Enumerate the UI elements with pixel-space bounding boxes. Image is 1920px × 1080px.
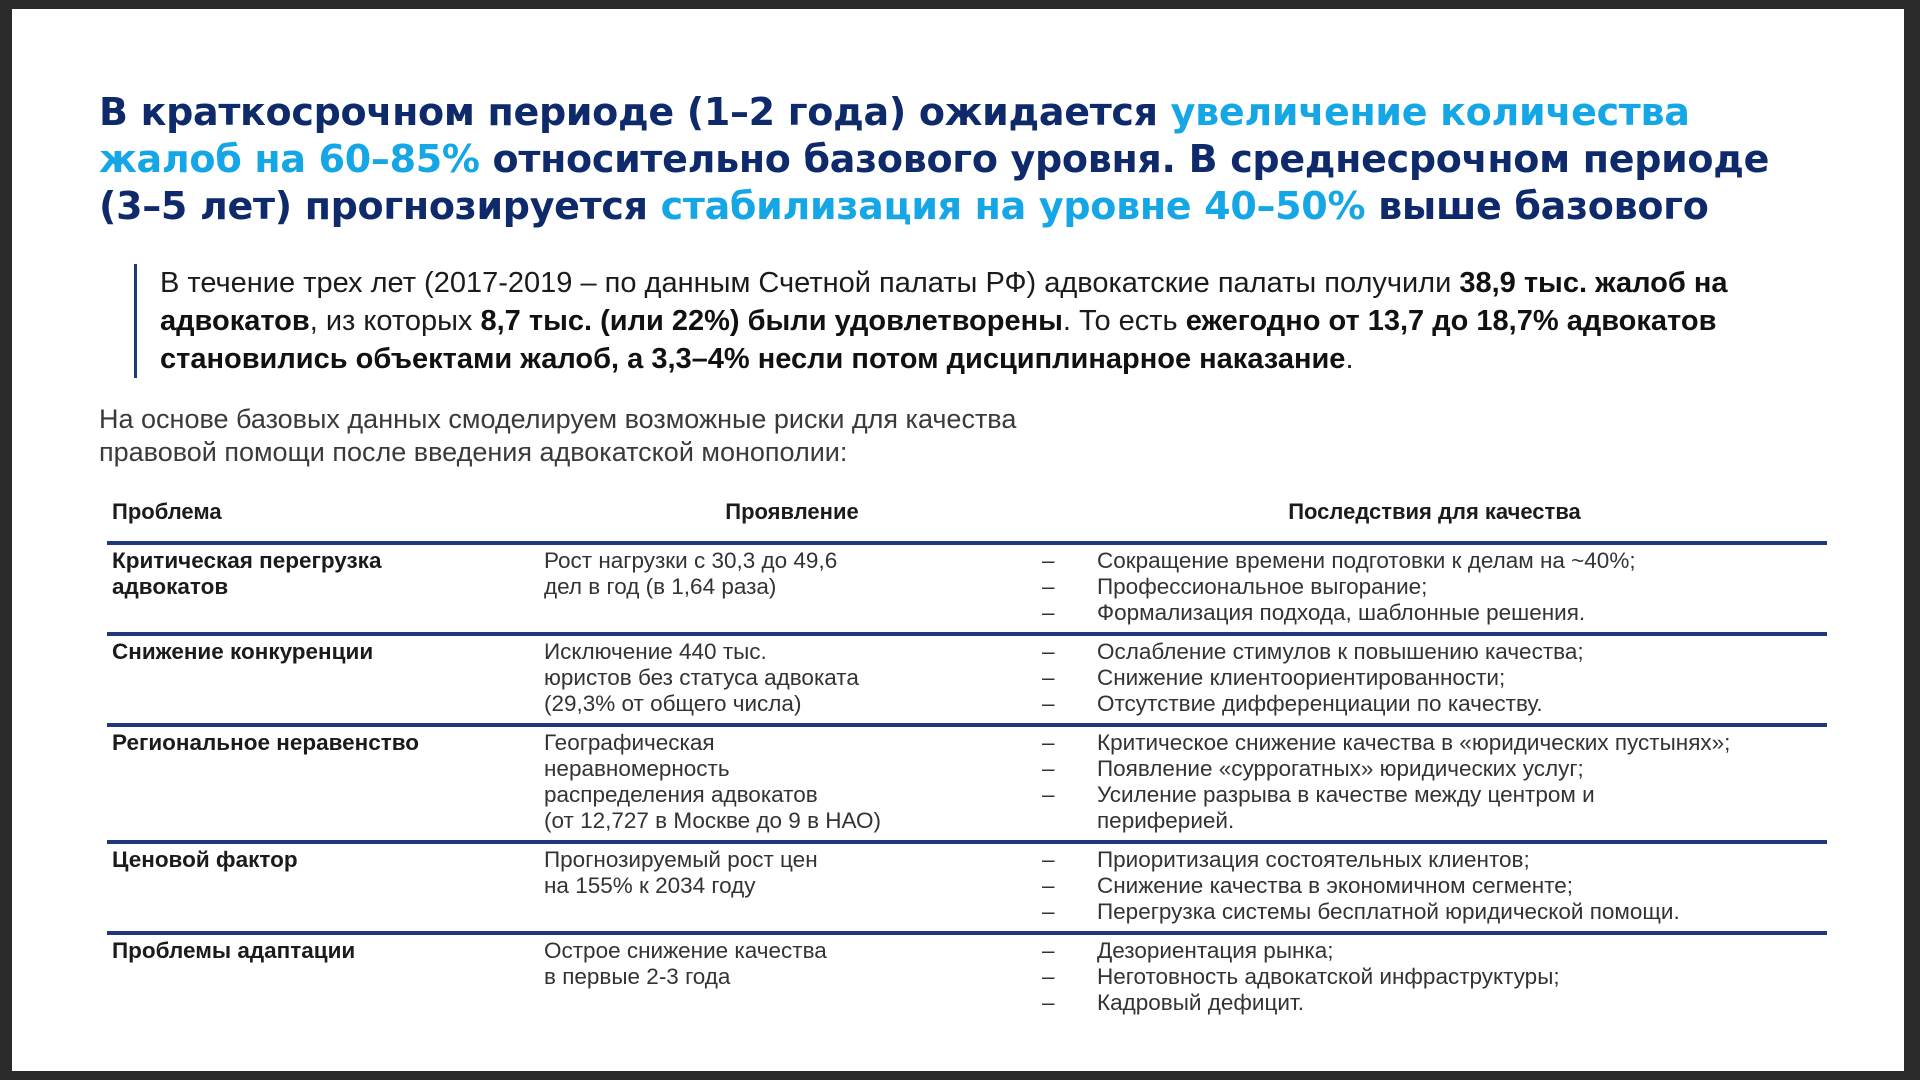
consequence-item: [1042, 574, 1827, 600]
consequence-text: [1097, 574, 1427, 600]
consequence-item: [1042, 730, 1827, 756]
manifestation-cell: [542, 933, 1042, 1022]
problem-line: Проблемы адаптации: [112, 938, 356, 963]
consequence-item: [1042, 691, 1827, 717]
consequence-item: [1042, 847, 1827, 873]
risk-table: [107, 495, 1827, 1022]
header-problem: Проблема: [107, 495, 542, 543]
dash-bullet: –: [1042, 873, 1055, 898]
table-row: [107, 543, 1827, 634]
consequence-item: [1042, 548, 1827, 574]
headline-accent-2: стабилизация на уровне 40–50%: [660, 184, 1366, 228]
dash-bullet: –: [1042, 691, 1055, 716]
quote-bold-1: 38,9 тыс. жалоб на адвокатов: [160, 267, 1728, 337]
table-row: [107, 725, 1827, 842]
manifestation-cell: [542, 634, 1042, 725]
consequence-text: [1097, 873, 1573, 899]
header-manifestation: Проявление: [542, 495, 1042, 543]
table-row: [107, 634, 1827, 725]
consequences-cell: [1042, 543, 1827, 634]
header-consequences: Последствия для качества: [1042, 495, 1827, 543]
manifestation-line: неравномерность: [544, 756, 730, 781]
consequence-line: Снижение клиентоориентированности;: [1097, 665, 1506, 690]
manifestation-line: на 155% к 2034 году: [544, 873, 756, 898]
consequences-list: [1042, 938, 1827, 1016]
manifestation-line: (от 12,727 в Москве до 9 в НАО): [544, 808, 882, 833]
consequence-line: Ослабление стимулов к повышению качества;: [1097, 639, 1584, 664]
consequence-line: Формализация подхода, шаблонные решения.: [1097, 600, 1586, 625]
dash-bullet: –: [1042, 964, 1055, 989]
problem-line: адвокатов: [112, 574, 229, 599]
quote-text-1: В течение трех лет (2017-2019 – по данным Счетной палаты РФ) адвокатские палаты получили: [160, 267, 1460, 299]
intro-line-2: правовой помощи после введения адвокатской монополии:: [99, 437, 848, 467]
dash-bullet: –: [1042, 665, 1055, 690]
slide: [12, 9, 1904, 1071]
consequence-item: [1042, 756, 1827, 782]
problem-cell: [107, 543, 542, 634]
dash-bullet: –: [1042, 600, 1055, 625]
quote-bold-2: 8,7 тыс. (или 22%) были удовлетворены: [480, 305, 1063, 337]
manifestation-cell: [542, 725, 1042, 842]
quote-text-2: , из которых: [309, 305, 481, 337]
intro-paragraph: [99, 403, 1199, 469]
consequence-item: [1042, 990, 1827, 1016]
dash-bullet: –: [1042, 639, 1055, 664]
headline-text-2: относительно базового уровня. В среднесрочном периоде (3–5 лет) прогнозируется: [99, 137, 1770, 228]
consequence-text: [1097, 691, 1543, 717]
consequence-line: Дезориентация рынка;: [1097, 938, 1334, 963]
consequence-line: Появление «суррогатных» юридических услуг;: [1097, 756, 1584, 781]
consequence-text: [1097, 756, 1584, 782]
consequences-list: [1042, 548, 1827, 626]
consequences-list: [1042, 639, 1827, 717]
consequence-line: Сокращение времени подготовки к делам на ~40%;: [1097, 548, 1636, 573]
consequence-line: Перегрузка системы бесплатной юридической помощи.: [1097, 899, 1680, 924]
table-header-row: [107, 495, 1827, 543]
dash-bullet: –: [1042, 990, 1055, 1015]
dash-bullet: –: [1042, 574, 1055, 599]
quote-text-3: . То есть: [1062, 305, 1186, 337]
consequence-item: [1042, 639, 1827, 665]
consequence-text: [1097, 639, 1584, 665]
quote-bold-3: ежегодно от 13,7 до 18,7% адвокатов становились объектами жалоб, а 3,3–4% несли потом дисциплинарное наказание: [160, 305, 1717, 375]
problem-cell: [107, 842, 542, 933]
dash-bullet: –: [1042, 782, 1055, 807]
consequence-text: [1097, 899, 1680, 925]
consequence-text: [1097, 548, 1636, 574]
headline-accent-1: увеличение количества жалоб на 60–85%: [99, 90, 1690, 181]
consequence-text: [1097, 938, 1334, 964]
problem-line: Ценовой фактор: [112, 847, 298, 872]
dash-bullet: –: [1042, 548, 1055, 573]
dash-bullet: –: [1042, 899, 1055, 924]
consequence-text: [1097, 964, 1560, 990]
table-row: [107, 933, 1827, 1022]
manifestation-line: распределения адвокатов: [544, 782, 818, 807]
consequence-line: Кадровый дефицит.: [1097, 990, 1304, 1015]
intro-line-1: На основе базовых данных смоделируем возможные риски для качества: [99, 404, 1017, 434]
consequence-line: периферией.: [1097, 808, 1235, 833]
manifestation-line: (29,3% от общего числа): [544, 691, 802, 716]
consequence-item: [1042, 964, 1827, 990]
consequence-item: [1042, 665, 1827, 691]
consequence-item: [1042, 899, 1827, 925]
dash-bullet: –: [1042, 847, 1055, 872]
consequence-text: [1097, 990, 1304, 1016]
problem-cell: [107, 634, 542, 725]
dash-bullet: –: [1042, 730, 1055, 755]
manifestation-line: Острое снижение качества: [544, 938, 827, 963]
problem-line: Критическая перегрузка: [112, 548, 382, 573]
consequences-cell: [1042, 933, 1827, 1022]
consequence-text: [1097, 730, 1730, 756]
manifestation-line: юристов без статуса адвоката: [544, 665, 859, 690]
manifestation-cell: [542, 543, 1042, 634]
problem-cell: [107, 933, 542, 1022]
problem-cell: [107, 725, 542, 842]
manifestation-line: Географическая: [544, 730, 715, 755]
consequence-line: Профессиональное выгорание;: [1097, 574, 1428, 599]
problem-line: Снижение конкуренции: [112, 639, 374, 664]
table-body: [107, 543, 1827, 1022]
consequence-text: [1097, 665, 1505, 691]
consequence-line: Критическое снижение качества в «юридических пустынях»;: [1097, 730, 1731, 755]
consequences-list: [1042, 730, 1827, 834]
consequence-line: Отсутствие дифференциации по качеству.: [1097, 691, 1543, 716]
dash-bullet: –: [1042, 756, 1055, 781]
consequences-cell: [1042, 842, 1827, 933]
manifestation-line: Прогнозируемый рост цен: [544, 847, 818, 872]
consequence-item: [1042, 782, 1827, 834]
consequence-line: Приоритизация состоятельных клиентов;: [1097, 847, 1530, 872]
quote-text-4: .: [1345, 343, 1354, 375]
consequence-item: [1042, 600, 1827, 626]
consequence-text: [1097, 847, 1530, 873]
table-row: [107, 842, 1827, 933]
quote-block: [134, 264, 1840, 378]
consequence-line: Усиление разрыва в качестве между центром и: [1097, 782, 1595, 807]
manifestation-line: Рост нагрузки с 30,3 до 49,6: [544, 548, 838, 573]
dash-bullet: –: [1042, 938, 1055, 963]
consequence-line: Неготовность адвокатской инфраструктуры;: [1097, 964, 1560, 989]
manifestation-cell: [542, 842, 1042, 933]
consequences-cell: [1042, 725, 1827, 842]
manifestation-line: дел в год (в 1,64 раза): [544, 574, 777, 599]
headline-text-3: выше базового: [1365, 184, 1709, 228]
consequence-line: Снижение качества в экономичном сегменте;: [1097, 873, 1574, 898]
consequences-cell: [1042, 634, 1827, 725]
consequence-text: [1097, 782, 1595, 834]
consequence-item: [1042, 938, 1827, 964]
headline-text-1: В краткосрочном периоде (1–2 года) ожидается: [99, 90, 1171, 134]
manifestation-line: Исключение 440 тыс.: [544, 639, 767, 664]
consequences-list: [1042, 847, 1827, 925]
consequence-item: [1042, 873, 1827, 899]
headline: [99, 89, 1799, 230]
consequence-text: [1097, 600, 1585, 626]
problem-line: Региональное неравенство: [112, 730, 420, 755]
manifestation-line: в первые 2-3 года: [544, 964, 731, 989]
